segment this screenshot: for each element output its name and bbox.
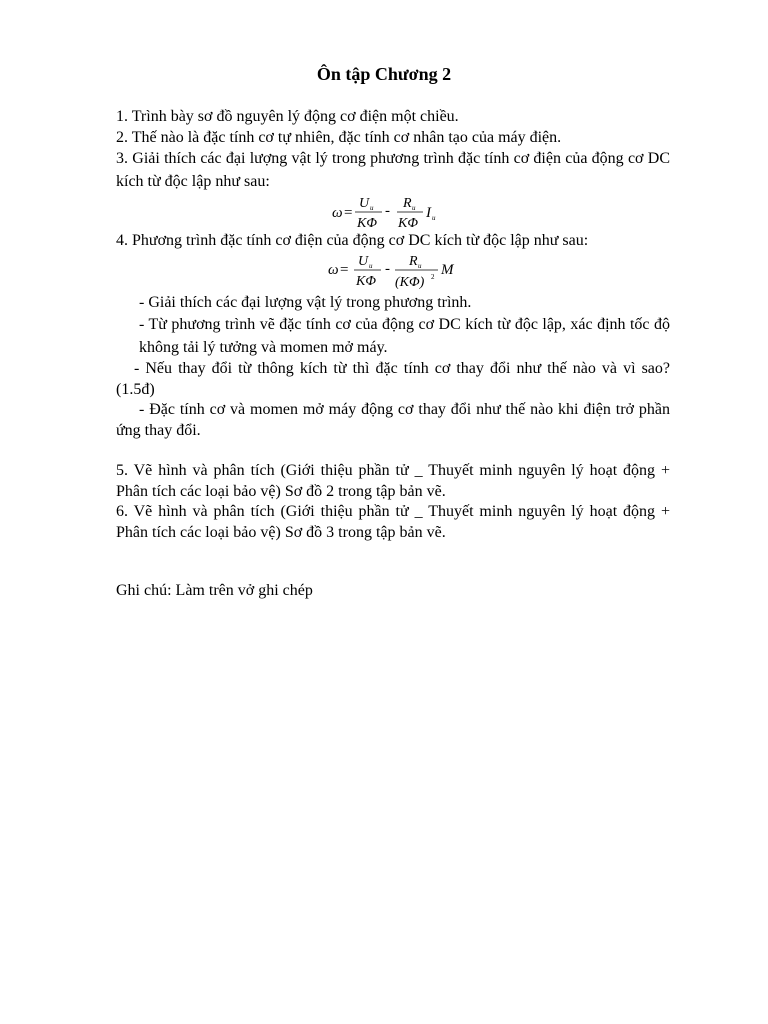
footer-note: Ghi chú: Làm trên vở ghi chép xyxy=(116,582,313,599)
question-4-subitem-a: - Giải thích các đại lượng vật lý trong phương trình. xyxy=(139,293,472,311)
document-body xyxy=(116,107,670,602)
spacer xyxy=(116,543,670,581)
question-4-subitem-b: - Từ phương trình vẽ đặc tính cơ của động cơ DC kích từ độc lập, xác định tốc độ không tải lý tưởng và momen mở máy. xyxy=(139,316,670,356)
formula-2-tail: M xyxy=(441,261,454,278)
question-2: 2. Thế nào là đặc tính cơ tự nhiên, đặc tính cơ nhân tạo của máy điện. xyxy=(116,128,562,146)
formula-1-numerator-1: U xyxy=(359,196,370,211)
formula-1-numerator-2-sub: u xyxy=(412,204,416,212)
question-1: 1. Trình bày sơ đồ nguyên lý động cơ điện một chiều. xyxy=(116,108,459,125)
formula-1-denominator-2: KΦ xyxy=(398,216,418,231)
formula-2-denominator-2: (KΦ) xyxy=(395,274,425,290)
page-title: Ôn tập Chương 2 xyxy=(316,64,452,84)
formula-1-tail: I xyxy=(426,205,431,221)
formula-1-tail-sub: u xyxy=(432,214,436,222)
question-4: 4. Phương trình đặc tính cơ điện của động cơ DC kích từ độc lập như sau: xyxy=(116,232,589,249)
formula-2-denominator-2-sup: 2 xyxy=(431,272,435,281)
formula-1 xyxy=(116,193,670,231)
question-5: 5. Vẽ hình và phân tích (Giới thiệu phần tử _ Thuyết minh nguyên lý hoạt động + Phân tích các loại bảo vệ) Sơ đồ 2 trong tập bản vẽ. xyxy=(116,462,670,500)
formula-1-omega: ω xyxy=(332,205,343,221)
formula-2-denominator-1: KΦ xyxy=(356,273,376,289)
formula-2-numerator-1: U xyxy=(358,253,369,269)
formula-1-denominator-1: KΦ xyxy=(357,216,377,231)
formula-1-numerator-1-sub: u xyxy=(370,204,374,212)
formula-1-numerator-2: R xyxy=(403,196,412,211)
question-4-subitem-d: - Đặc tính cơ và momen mở máy động cơ thay đổi như thế nào khi điện trở phần ứng thay đổi. xyxy=(116,401,670,439)
formula-1-minus: - xyxy=(385,203,390,219)
formula-2-minus: - xyxy=(385,260,390,277)
formula-2-equals: = xyxy=(340,261,349,278)
spacer xyxy=(116,441,670,461)
question-6: 6. Vẽ hình và phân tích (Giới thiệu phần tử _ Thuyết minh nguyên lý hoạt động + Phân tích các loại bảo vệ) Sơ đồ 3 trong tập bản vẽ. xyxy=(116,503,670,541)
formula-2-numerator-1-sub: u xyxy=(369,261,373,270)
formula-2-omega: ω xyxy=(328,261,339,278)
question-3: 3. Giải thích các đại lượng vật lý trong phương trình đặc tính cơ điện của động cơ DC kích từ độc lập như sau: xyxy=(116,150,670,190)
question-4-subitem-c: - Nếu thay đổi từ thông kích từ thì đặc tính cơ thay đổi như thế nào và vì sao? (1.5đ) xyxy=(116,360,670,398)
formula-1-equals: = xyxy=(344,205,353,221)
formula-2 xyxy=(116,252,670,292)
formula-2-numerator-2: R xyxy=(409,253,418,269)
formula-2-numerator-2-sub: u xyxy=(418,261,422,270)
